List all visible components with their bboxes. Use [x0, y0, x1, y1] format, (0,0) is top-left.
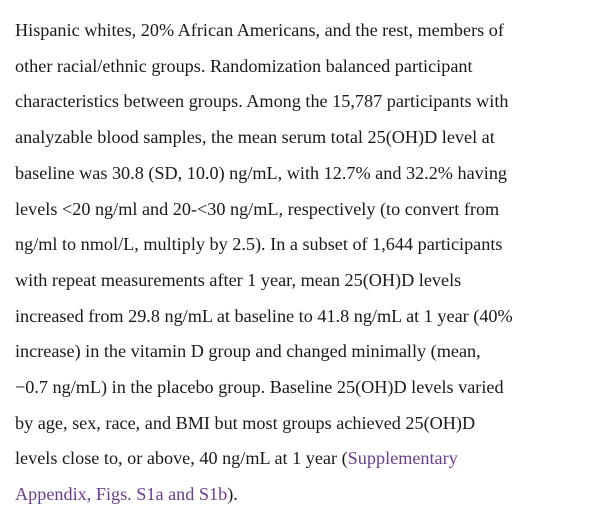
supplementary-appendix-link-part1[interactable]: Supplementary — [347, 448, 458, 469]
supplementary-appendix-link-part2[interactable]: Appendix, Figs. S1a and S1b — [15, 484, 228, 505]
text-line-10: increase) in the vitamin D group and changed minimally (mean, — [15, 341, 481, 362]
text-line-4: analyzable blood samples, the mean serum total 25(OH)D level at — [15, 127, 495, 148]
text-line-13-prefix: levels close to, or above, 40 ng/mL at 1 year ( — [15, 448, 348, 469]
text-line-14 — [15, 477, 587, 513]
text-line-3: characteristics between groups. Among the 15,787 participants with — [15, 91, 509, 112]
text-line-7: ng/ml to nmol/L, multiply by 2.5). In a subset of 1,644 participants — [15, 234, 503, 255]
text-line-2: other racial/ethnic groups. Randomization balanced participant — [15, 55, 473, 76]
text-line-13 — [15, 441, 587, 477]
text-line-11: −0.7 ng/mL) in the placebo group. Baseline 25(OH)D levels varied — [15, 377, 504, 398]
text-line-1: Hispanic whites, 20% African Americans, and the rest, members of — [15, 20, 504, 40]
text-line-6: levels <20 ng/ml and 20-<30 ng/mL, respectively (to convert from — [15, 198, 500, 219]
text-line-14-closing: ). — [227, 484, 238, 505]
text-line-8: with repeat measurements after 1 year, mean 25(OH)D levels — [15, 269, 462, 290]
body-paragraph — [15, 13, 587, 513]
text-line-5: baseline was 30.8 (SD, 10.0) ng/mL, with 12.7% and 32.2% having — [15, 162, 508, 183]
text-line-12: by age, sex, race, and BMI but most groups achieved 25(OH)D — [15, 412, 476, 433]
text-line-9: increased from 29.8 ng/mL at baseline to 41.8 ng/mL at 1 year (40% — [15, 305, 513, 326]
